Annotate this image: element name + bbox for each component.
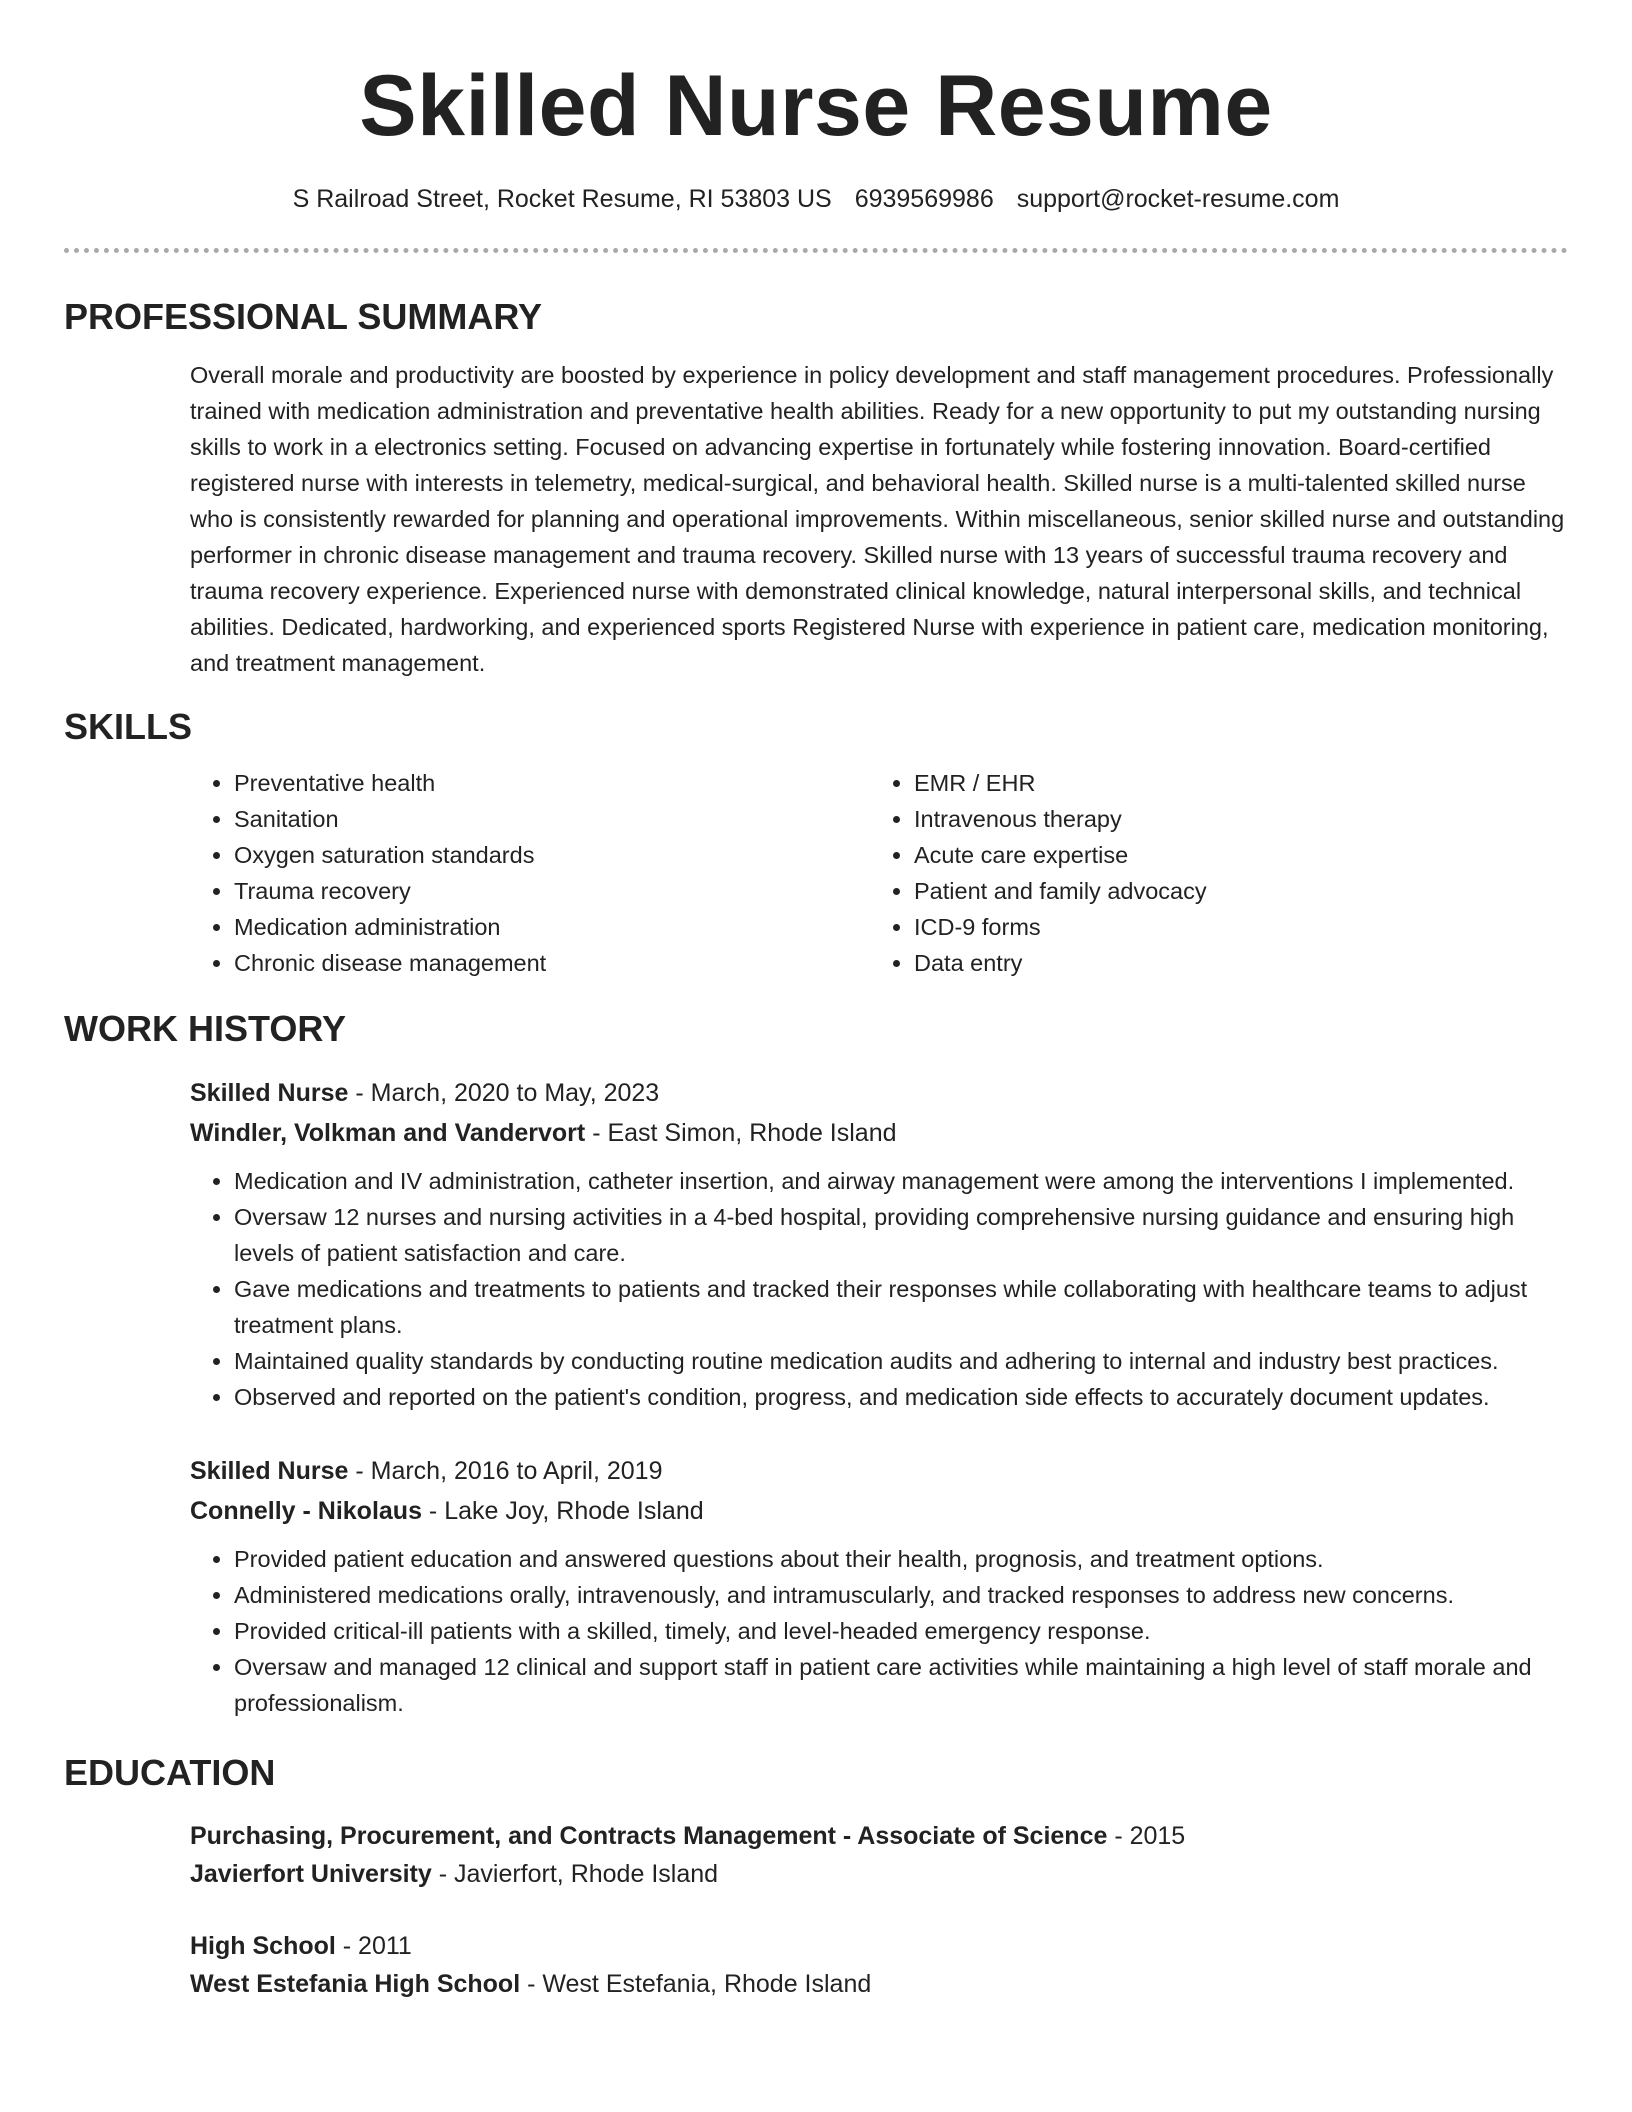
education-location: - Javierfort, Rhode Island <box>431 1860 719 1888</box>
education-entry <box>190 1927 1568 2003</box>
education-school: West Estefania High School <box>190 1970 521 1998</box>
education-entry <box>190 1817 1568 1893</box>
education-school-line <box>190 1965 1568 2003</box>
skill-item: • Data entry <box>914 945 1550 981</box>
job-company: Windler, Volkman and Vandervort <box>190 1119 586 1147</box>
job-location: - East Simon, Rhode Island <box>585 1119 897 1147</box>
skill-item: • Intravenous therapy <box>914 801 1550 837</box>
job-bullets <box>190 1163 1568 1415</box>
job-dates: - March, 2016 to April, 2019 <box>348 1457 663 1485</box>
skill-item: • EMR / EHR <box>914 765 1550 801</box>
education-year: - 2011 <box>335 1932 412 1960</box>
education-school: Javierfort University <box>190 1860 432 1888</box>
skill-item: • Preventative health <box>234 765 870 801</box>
resume-page <box>64 0 1568 2003</box>
education-degree: High School <box>190 1932 336 1960</box>
education-school-line <box>190 1855 1568 1893</box>
education-location: - West Estefania, Rhode Island <box>520 1970 872 1998</box>
resume-title: Skilled Nurse Resume <box>359 58 1273 154</box>
education-year: - 2015 <box>1107 1822 1186 1850</box>
contact-line <box>64 182 1568 216</box>
education-degree: Purchasing, Procurement, and Contracts Management - Associate of Science <box>190 1822 1108 1850</box>
section-title-work-history: WORK HISTORY <box>64 1008 347 1049</box>
job-entry <box>190 1073 1568 1415</box>
header-divider <box>64 248 1568 253</box>
skills-column-right <box>870 765 1550 981</box>
skill-item: • ICD-9 forms <box>914 909 1550 945</box>
skill-item: • Sanitation <box>234 801 870 837</box>
skill-item: • Oxygen saturation standards <box>234 837 870 873</box>
job-bullet: • Oversaw 12 nurses and nursing activities in a 4-bed hospital, providing comprehensive nursing guidance and ensuring high levels of patient satisfaction and care. <box>234 1199 1568 1271</box>
job-company: Connelly - Nikolaus <box>190 1497 422 1525</box>
section-title-education: EDUCATION <box>64 1752 276 1793</box>
skill-item: • Acute care expertise <box>914 837 1550 873</box>
job-bullet: • Provided patient education and answered questions about their health, prognosis, and treatment options. <box>234 1541 1568 1577</box>
job-position-line <box>190 1073 1568 1113</box>
job-entry <box>190 1451 1568 1721</box>
skills-column-left <box>190 765 870 981</box>
education-degree-line <box>190 1817 1568 1855</box>
job-company-line <box>190 1113 1568 1153</box>
job-location: - Lake Joy, Rhode Island <box>421 1497 704 1525</box>
job-bullet: • Oversaw and managed 12 clinical and support staff in patient care activities while maintaining a high level of staff morale and professionalism. <box>234 1649 1568 1721</box>
job-company-line <box>190 1491 1568 1531</box>
job-position: Skilled Nurse <box>190 1079 349 1107</box>
job-bullet: • Administered medications orally, intravenously, and intramuscularly, and tracked responses to address new concerns. <box>234 1577 1568 1613</box>
job-bullet: • Maintained quality standards by conducting routine medication audits and adhering to internal and industry best practices. <box>234 1343 1568 1379</box>
job-position: Skilled Nurse <box>190 1457 349 1485</box>
section-title-skills: SKILLS <box>64 706 193 747</box>
section-title-summary: PROFESSIONAL SUMMARY <box>64 296 543 337</box>
job-dates: - March, 2020 to May, 2023 <box>348 1079 660 1107</box>
skill-item: • Chronic disease management <box>234 945 870 981</box>
skills-grid <box>190 765 1568 981</box>
job-bullets <box>190 1541 1568 1721</box>
contact-address: S Railroad Street, Rocket Resume, RI 53803 US <box>292 185 832 213</box>
job-bullet: • Provided critical-ill patients with a skilled, timely, and level-headed emergency response. <box>234 1613 1568 1649</box>
skill-item: • Patient and family advocacy <box>914 873 1550 909</box>
skill-item: • Medication administration <box>234 909 870 945</box>
job-bullet: • Gave medications and treatments to patients and tracked their responses while collaborating with healthcare teams to adjust treatment plans. <box>234 1271 1568 1343</box>
job-bullet: • Observed and reported on the patient's condition, progress, and medication side effects to accurately document updates. <box>234 1379 1568 1415</box>
summary-text: Overall morale and productivity are boosted by experience in policy development and staff management procedures. Professionally trained with medication administration and preventative health abilities. Ready for a new opportunity to put my outstanding nursing skills to work in a electronics setting. Focused on advancing expertise in fortunately while fostering innovation. Board-certified registered nurse with interests in telemetry, medical-surgical, and behavioral health. Skilled nurse is a multi-talented skilled nurse who is consistently rewarded for planning and operational improvements. Within miscellaneous, senior skilled nurse and outstanding performer in chronic disease management and trauma recovery. Skilled nurse with 13 years of successful trauma recovery and trauma recovery experience. Experienced nurse with demonstrated clinical knowledge, natural interpersonal skills, and technical abilities. Dedicated, hardworking, and experienced sports Registered Nurse with experience in patient care, medication monitoring, and treatment management. <box>190 362 1565 676</box>
education-degree-line <box>190 1927 1568 1965</box>
contact-email: support@rocket-resume.com <box>1016 185 1340 213</box>
job-position-line <box>190 1451 1568 1491</box>
job-bullet: • Medication and IV administration, catheter insertion, and airway management were among the interventions I implemented. <box>234 1163 1568 1199</box>
contact-phone: 6939569986 <box>854 185 994 213</box>
skill-item: • Trauma recovery <box>234 873 870 909</box>
